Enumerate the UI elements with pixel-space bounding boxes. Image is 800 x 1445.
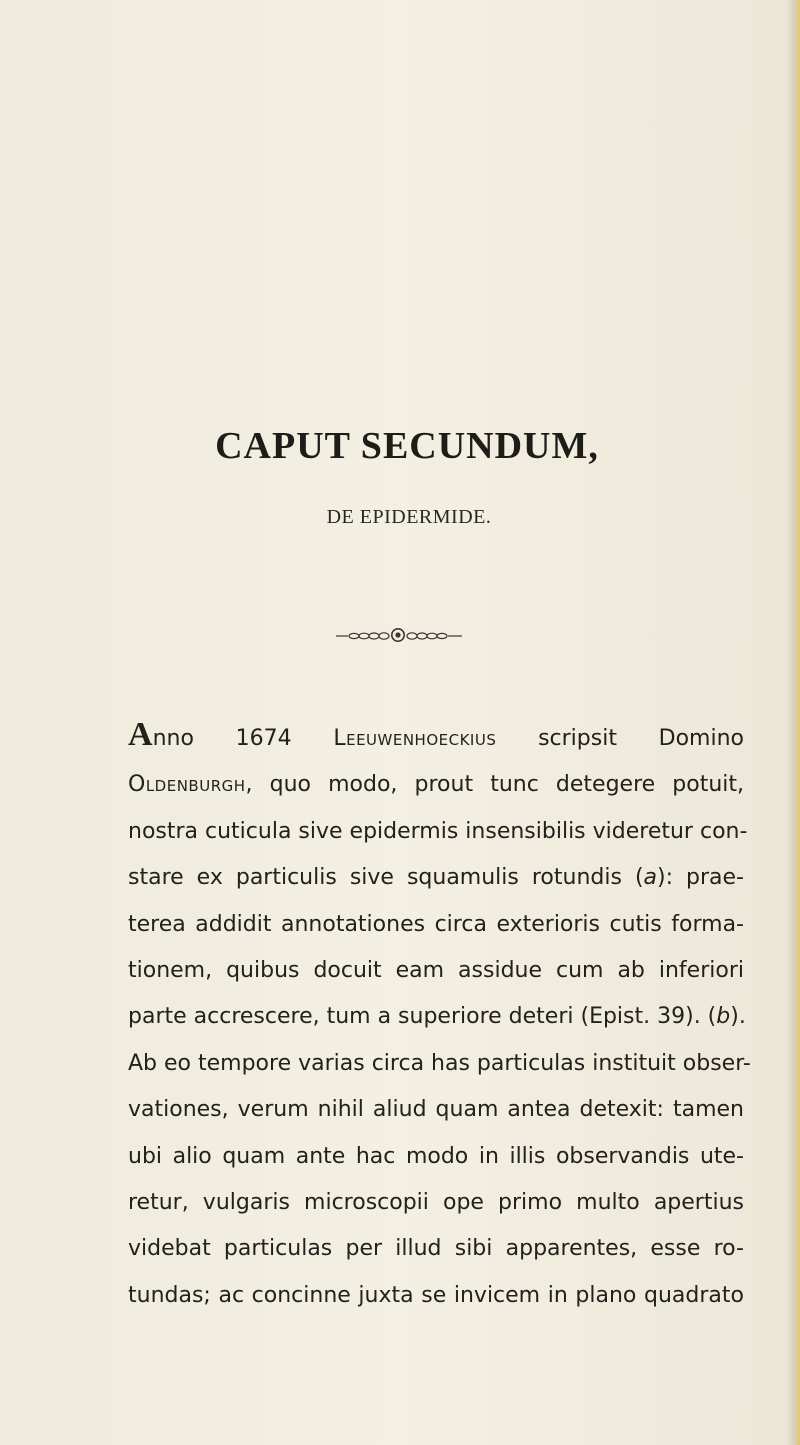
line-text: videbat particulas per illud sibi apparentes, esse ro- bbox=[128, 1236, 744, 1262]
text-line bbox=[128, 716, 744, 762]
text-line bbox=[128, 809, 748, 855]
line-text: tionem, quibus docuit eam assidue cum ab inferiori bbox=[128, 957, 744, 983]
line-text: nostra cuticula sive epidermis insensibilis videretur con- bbox=[128, 818, 748, 844]
line-text: terea addidit annotationes circa exterioris cutis forma- bbox=[128, 911, 744, 937]
text-line bbox=[128, 902, 744, 948]
chapter-subtitle: DE EPIDERMIDE. bbox=[326, 506, 492, 528]
line-text: ). bbox=[730, 1004, 746, 1030]
drop-cap: A bbox=[128, 716, 153, 753]
line-text: retur, vulgaris microscopii ope primo multo apertius bbox=[128, 1189, 744, 1215]
line-text: parte accrescere, tum a superiore deteri (Epist. 39). ( bbox=[128, 1004, 717, 1030]
text-line bbox=[128, 762, 744, 808]
text-line bbox=[128, 855, 744, 901]
line-text: vationes, verum nihil aliud quam antea detexit: tamen bbox=[128, 1097, 744, 1123]
line-text: ): prae- bbox=[657, 865, 744, 891]
author-name: Leeuwenhoeckius bbox=[333, 726, 497, 751]
text-line bbox=[128, 994, 744, 1040]
chapter-title: CAPUT SECUNDUM, bbox=[215, 425, 599, 467]
recipient-name: Oldenburgh bbox=[128, 772, 246, 798]
text-line bbox=[128, 1134, 744, 1180]
text-line bbox=[128, 1041, 751, 1087]
body-paragraph bbox=[128, 716, 751, 1319]
text-line bbox=[128, 1226, 744, 1272]
text-line bbox=[128, 1180, 744, 1226]
line-text: nno 1674 bbox=[152, 726, 334, 751]
line-text: scripsit Domino bbox=[496, 726, 745, 751]
text-line bbox=[128, 1273, 744, 1319]
line-text: Ab eo tempore varias circa has particulas instituit obser- bbox=[128, 1050, 751, 1076]
text-line bbox=[128, 948, 744, 994]
page-edge bbox=[786, 0, 800, 1445]
footnote-ref: a bbox=[643, 865, 658, 891]
line-text: stare ex particulis sive squamulis rotundis ( bbox=[128, 865, 644, 891]
text-line bbox=[128, 1087, 744, 1133]
footnote-ref: b bbox=[716, 1004, 731, 1030]
decorative-rule-ornament bbox=[334, 626, 464, 644]
line-text: tundas; ac concinne juxta se invicem in plano quadrato bbox=[128, 1282, 744, 1308]
line-text: , quo modo, prout tunc detegere potuit, bbox=[245, 772, 744, 798]
line-text: ubi alio quam ante hac modo in illis observandis ute- bbox=[128, 1143, 744, 1169]
